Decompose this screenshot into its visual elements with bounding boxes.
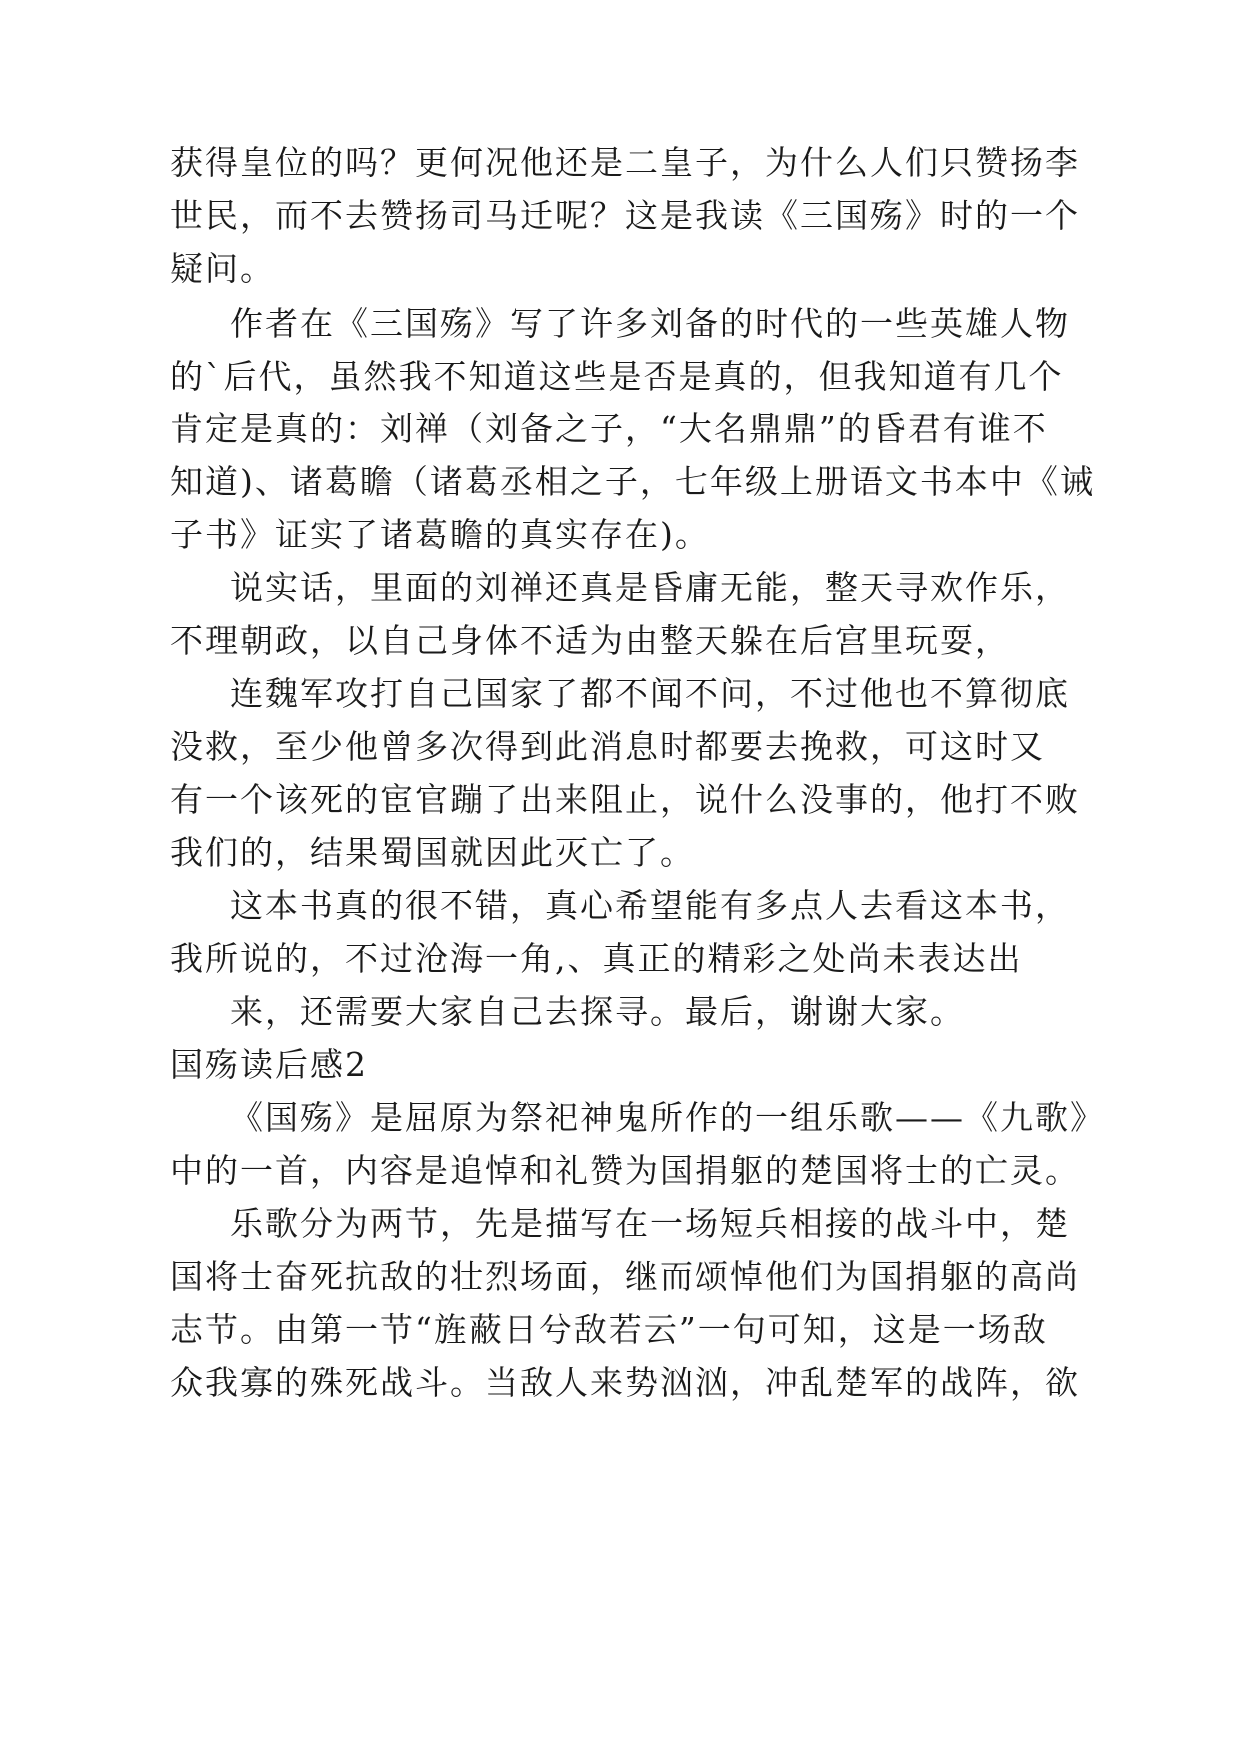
text-line: 志节。由第一节“旌蔽日兮敌若云”一句可知，这是一场敌 — [170, 1310, 1048, 1349]
text-line: 说实话，里面的刘禅还真是昏庸无能，整天寻欢作乐， — [230, 568, 1070, 607]
text-line: 肯定是真的：刘禅（刘备之子，“大名鼎鼎”的昏君有谁不 — [170, 409, 1048, 448]
text-line: 疑问。 — [170, 249, 275, 288]
text-line: 不理朝政，以自己身体不适为由整天躲在后宫里玩耍， — [170, 621, 1010, 660]
text-line: 有一个该死的宦官蹦了出来阻止，说什么没事的，他打不败 — [170, 780, 1080, 819]
text-line: 国将士奋死抗敌的壮烈场面，继而颂悼他们为国捐躯的高尚 — [170, 1257, 1080, 1296]
text-line: 的`后代，虽然我不知道这些是否是真的，但我知道有几个 — [170, 357, 1064, 396]
text-line: 我所说的，不过沧海一角,、真正的精彩之处尚未表达出 — [170, 939, 1023, 978]
text-line: 连魏军攻打自己国家了都不闻不问，不过他也不算彻底 — [230, 674, 1070, 713]
text-line: 没救，至少他曾多次得到此消息时都要去挽救，可这时又 — [170, 727, 1045, 766]
section-heading: 国殇读后感2 — [170, 1045, 368, 1084]
text-line: 众我寡的殊死战斗。当敌人来势汹汹，冲乱楚军的战阵，欲 — [170, 1363, 1080, 1402]
text-line: 来，还需要大家自己去探寻。最后，谢谢大家。 — [230, 992, 965, 1031]
text-line: 知道)、诸葛瞻（诸葛丞相之子，七年级上册语文书本中《诫 — [170, 462, 1095, 501]
text-line: 我们的，结果蜀国就因此灭亡了。 — [170, 833, 695, 872]
text-line: 《国殇》是屈原为祭祀神鬼所作的一组乐歌——《九歌》 — [230, 1098, 1105, 1137]
text-line: 作者在《三国殇》写了许多刘备的时代的一些英雄人物 — [230, 304, 1070, 343]
text-line: 这本书真的很不错，真心希望能有多点人去看这本书， — [230, 886, 1070, 925]
text-line: 乐歌分为两节，先是描写在一场短兵相接的战斗中，楚 — [230, 1204, 1070, 1243]
text-line: 中的一首，内容是追悼和礼赞为国捐躯的楚国将士的亡灵。 — [170, 1151, 1080, 1190]
text-line: 获得皇位的吗？更何况他还是二皇子，为什么人们只赞扬李 — [170, 143, 1080, 182]
text-line: 子书》证实了诸葛瞻的真实存在)。 — [170, 515, 710, 554]
text-line: 世民，而不去赞扬司马迁呢？这是我读《三国殇》时的一个 — [170, 196, 1080, 235]
